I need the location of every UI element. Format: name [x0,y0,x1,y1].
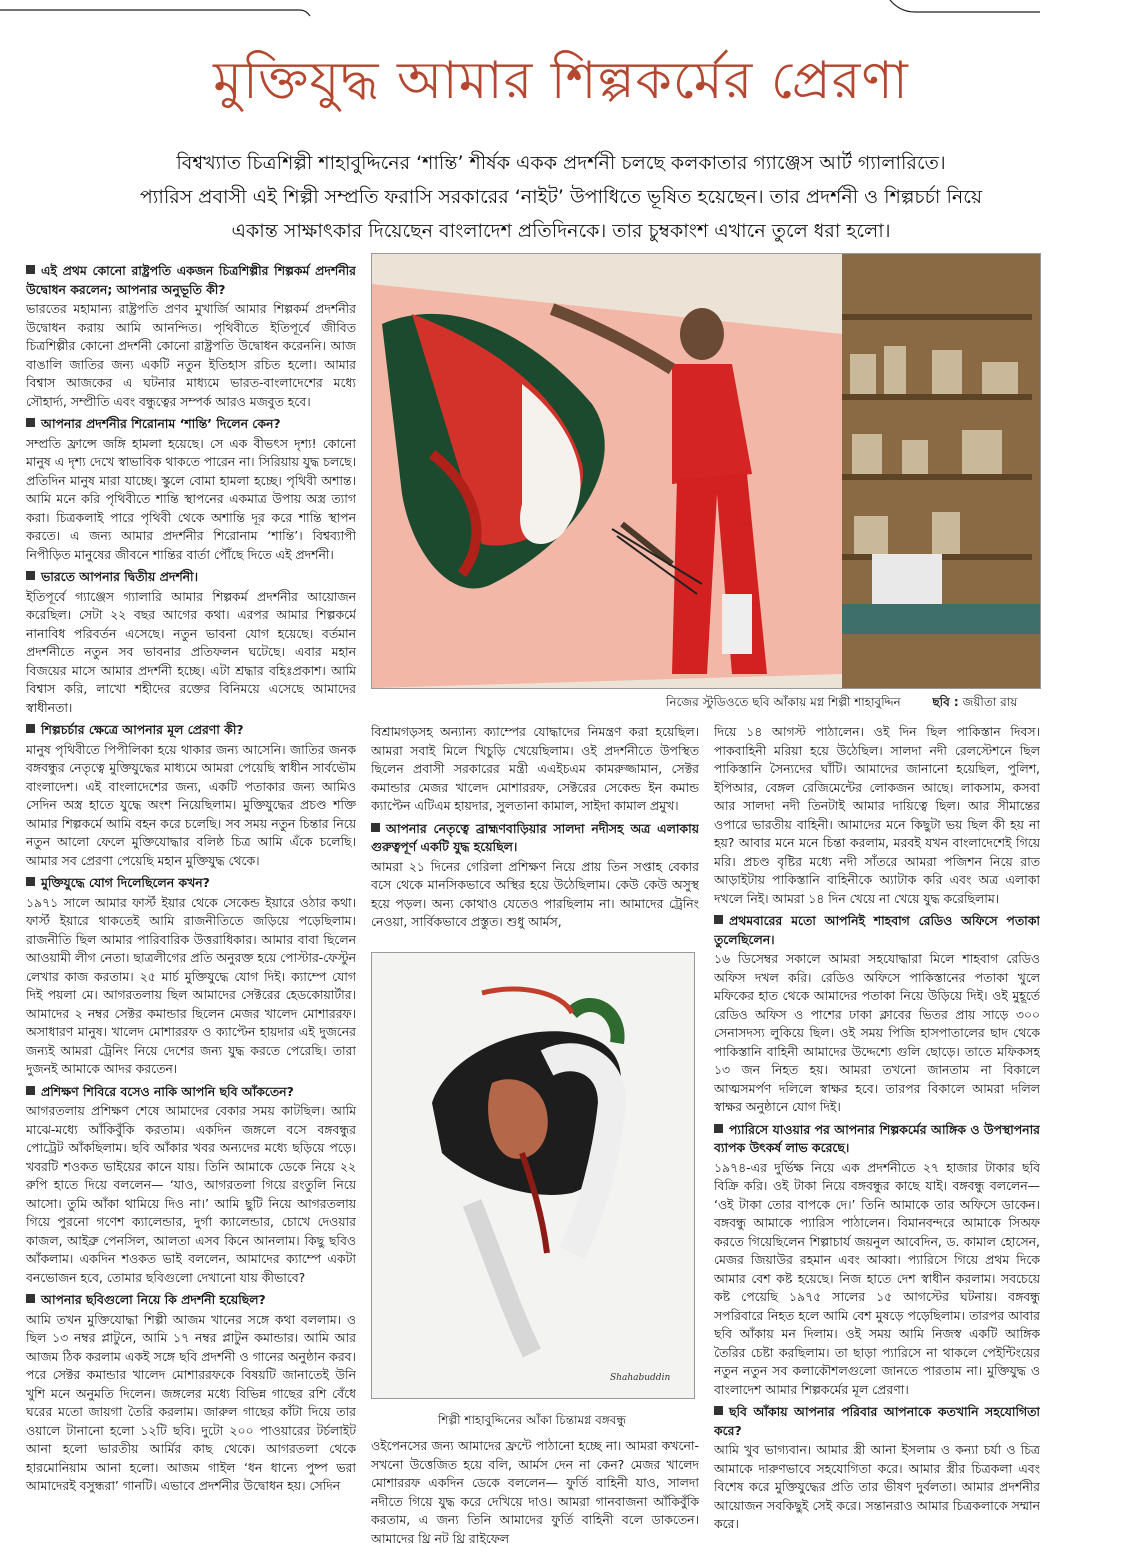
answer-paragraph: বিশ্রামগড়সহ অন্যান্য ক্যাম্পের যোদ্ধাদের নিমন্ত্রণ করা হয়েছিল। আমরা সবাই মিলে খিচুড়ি খেয়েছিলাম। ওই প্রদর্শনীতে উপস্থিত ছিলেন প্রবাসী সরকারের মন্ত্রী এএইচএম কামরুজ্জামান, সেক্টর কমান্ডার মেজর খালেদ মোশাররফ, সেক্টরের সেকেন্ড ইন কমান্ড ক্যাপ্টেন এটিএম হায়দার, সুলতানা কামাল, সাইদা কামাল প্রমুখ। [371,724,699,813]
question-text: আপনার নেতৃত্বে ব্রাহ্মণবাড়িয়ার সালদা নদীসহ অত্র এলাকায় গুরুত্বপূর্ণ একটি যুদ্ধ হয়েছিল। [371,820,699,854]
square-bullet-icon [26,418,35,427]
photo-credit-label: ছবি : [932,695,959,709]
answer-paragraph: আমরা ২১ দিনের গেরিলা প্রশিক্ষণ নিয়ে প্রায় তিন সপ্তাহ বেকার বসে থেকে মানসিকভাবে অস্থির হয়ে উঠেছিলাম। কেউ কেউ অসুস্থ হয়ে পড়ল। অন্য কোথাও যেতেও পারছিলাম না। আমাদের ট্রেনিং নেওয়া, সার্বিকভাবে প্রস্তুত। শুধু আর্মস, [371,858,699,929]
question-text: এই প্রথম কোনো রাষ্ট্রপতি একজন চিত্রশিল্পীর শিল্পকর্ম প্রদর্শনীর উদ্বোধন করলেন; আপনার অনুভূতি কী? [26,263,356,297]
intro-line: প্যারিস প্রবাসী এই শিল্পী সম্প্রতি ফরাসি সরকারের ‘নাইট’ উপাধিতে ভূষিত হয়েছেন। তার প্রদর্শনী ও শিল্পচর্চা নিয়ে [139,186,983,208]
question-heading [714,1121,1040,1158]
question-heading [26,1291,356,1310]
question-heading [26,415,356,434]
square-bullet-icon [714,1124,723,1133]
answer-paragraph: ওইপেনসের জন্য আমাদের ফ্রন্টে পাঠানো হচ্ছে না। আমরা কখনো-সখনো উত্তেজিত হয়ে বলি, আর্মস দেন না কেন? মেজর খালেদ মোশাররফ একদিন ডেকে বললেন— ফুর্তি বাহিনী যাও, সালদা নদীতে গিয়ে যুদ্ধ করে দেখিয়ে দাও। আমরা গানবাজনা আঁকিবুঁকি করতাম, এ জন্য তিনি আমাদের ফুর্তি বাহিনী বলে ডাকতেন। আমাদের থ্রি নট থ্রি রাইফেল [371,1438,699,1546]
answer-paragraph: ১৬ ডিসেম্বর সকালে আমরা সহযোদ্ধারা মিলে শাহবাগ রেডিও অফিস দখল করি। রেডিও অফিসে পাকিস্তানের পতাকা খুলে মফিকের হাত থেকে আমাদের পতাকা নিয়ে উড়িয়ে দিই। ওই মুহূর্তে রেডিও অফিস ও পাশের ঢাকা ক্লাবের ভিতর প্রায় সাড়ে ৩০০ সেনাসদস্য লুকিয়ে ছিল। ওই সময় পিজি হাসপাতালের ছাদ থেকে পাকিস্তানি বাহিনী আমাদের উদ্দেশ্যে গুলি ছোড়ে। তাতে মফিকসহ ১৩ জন নিহত হয়। আমরা তখনো জানতাম না বিকালে আত্মসমর্পণ দলিলে স্বাক্ষর হবে। তারপর বিকালে আমরা দলিল স্বাক্ষর অনুষ্ঠানে যোগ দিই। [714,951,1040,1114]
square-bullet-icon [26,877,35,886]
question-text: প্রথমবারের মতো আপনিই শাহবাগ রেডিও অফিসে পতাকা তুলেছিলেন। [714,913,1040,947]
photo-credit-name: জয়ীতা রায় [962,695,1018,709]
question-heading [714,912,1040,949]
question-heading [26,721,356,740]
answer-paragraph: মানুষ পৃথিবীতে পিপীলিকা হয়ে থাকার জন্য আসেনি। জাতির জনক বঙ্গবন্ধুর নেতৃত্বে মুক্তিযুদ্ধের মাধ্যমে আমরা পেয়েছি স্বাধীন সার্বভৌম বাংলাদেশ। এই বাংলাদেশের জন্য, একটি পতাকার জন্য আমিও সেদিন অস্ত্র হাতে যুদ্ধে অংশ নিয়েছিলাম। মুক্তিযুদ্ধের প্রচণ্ড শক্তি আমার শিল্পকর্মে আমি বহন করে চলেছি। সব সময় নতুন চিন্তার নিয়ে নতুন আলো ফেলে মুক্তিযোদ্ধার বলিষ্ঠ চিত্র আমি এঁকে চলেছি। আমার সব প্রেরণা পেয়েছি মহান মুক্তিযুদ্ধ থেকে। [26,741,356,868]
answer-paragraph: আমি খুব ভাগ্যবান। আমার স্ত্রী আনা ইসলাম ও কন্যা চর্যা ও চিত্র আমাকে দারুণভাবে সহযোগিতা করে। আমার স্ত্রীর চিত্রকলা এবং বিশেষ করে মুক্তিযুদ্ধের প্রতি তার ভীষণ দুর্বলতা। আমার প্রদর্শনীর আয়োজন সবকিছুই সেই করে। সন্তানরাও আমার চিত্রকলাকে সম্মান করে। [714,1442,1040,1531]
painting-illustration [372,953,694,1398]
answer-paragraph: সম্প্রতি ফ্রান্সে জঙ্গি হামলা হয়েছে। সে এক বীভৎস দৃশ্য! কোনো মানুষ এ দৃশ্য দেখে স্বাভাবিক থাকতে পারেন না। সিরিয়ায় যুদ্ধ চলছে। প্রতিদিন মানুষ মারা যাচ্ছে। স্কুলে বোমা হামলা হচ্ছে। পৃথিবী অশান্ত। আমি মনে করি পৃথিবীতে শান্তি স্থাপনের একমাত্র উপায় অস্ত্র ত্যাগ করা। চিত্রকলাই পারে পৃথিবী থেকে অশান্তি দূর করে শান্তি স্থাপন করতে। এ জন্য আমার প্রদর্শনীর শিরোনাম ‘শান্তি’। বিশ্বব্যাপী নিপীড়িত মানুষের জীবনে শান্তির বার্তা পৌঁছে দিতে এই প্রদর্শনী। [26,435,356,562]
question-heading [26,568,356,587]
square-bullet-icon [26,571,35,580]
painting-image [371,952,695,1399]
studio-photo-illustration [372,254,1040,688]
answer-paragraph: ইতিপূর্বে গ্যাঞ্জেস গ্যালারি আমার শিল্পকর্ম প্রদর্শনীর আয়োজন করেছিল। সেটা ২২ বছর আগের কথা। এরপর আমার শিল্পকর্মে নানাবিধ পরিবর্তন এসেছে। নতুন ভাবনা যোগ হয়েছে। বর্তমান প্রদর্শনীতে নতুন সব ভাবনার প্রতিফলন ঘটেছে। এবার মহান বিজয়ের মাসে আমার প্রদর্শনী হচ্ছে। এটা শ্রদ্ধার বহিঃপ্রকাশ। আমি বিশ্বাস করি, লাখো শহীদের রক্তের বিনিময়ে এসেছে আমাদের স্বাধীনতা। [26,588,356,715]
question-heading [26,262,356,299]
question-text: আপনার ছবিগুলো নিয়ে কি প্রদর্শনী হয়েছিল? [41,1292,266,1307]
painting-caption: শিল্পী শাহাবুদ্দিনের আঁকা চিন্তামগ্ন বঙ্গবন্ধু [438,1413,626,1427]
article-column-2-bottom [371,1437,699,1557]
photo-caption [666,694,1017,714]
square-bullet-icon [26,724,35,733]
intro-line: একান্ত সাক্ষাৎকার দিয়েছেন বাংলাদেশ প্রতিদিনকে। তার চুম্বকাংশ এখানে তুলে ধরা হলো। [231,220,891,242]
answer-paragraph: ১৯৭৪-এর দুর্ভিক্ষ নিয়ে এক প্রদর্শনীতে ২৭ হাজার টাকার ছবি বিক্রি করি। ওই টাকা নিয়ে বঙ্গবন্ধুর কাছে যাই। বঙ্গবন্ধু বললেন— ‘ওই টাকা তোর বাপকে দে।’ তিনি আমাকে তার অফিসে ডাকেন। বঙ্গবন্ধু আমাকে প্যারিস পাঠালেন। বিমানবন্দরে আমাকে সিঅফ করতে গিয়েছিলেন শিল্পাচার্য জয়নুল আবেদিন, ড. কামাল হোসেন, মেজর জিয়াউর রহমান এবং আব্বা। প্যারিসে গিয়ে প্রথম দিকে আমার বেশ কষ্ট হয়েছে। নিজ হাতে দেশ স্বাধীন করলাম। সবচেয়ে কষ্ট পেয়েছি ১৯৭৫ সালের ১৫ আগস্টের ঘটনায়। বঙ্গবন্ধু সপরিবারে নিহত হলে আমি বেশ মুষড়ে পড়েছিলাম। তারপর আবার ছবি আঁকায় মন দিলাম। ওই সময় আমি নিজস্ব একটি আঙ্গিক তৈরির চেষ্টা করছিলাম। তা ছাড়া প্যারিসে না থাকলে পেইন্টিংয়ের নতুন নতুন সব কলাকৌশলগুলো জানতে পারতাম না। মুক্তিযুদ্ধ ও বাংলাদেশ আমার শিল্পকর্মের মূল প্রেরণা। [714,1159,1040,1397]
square-bullet-icon [714,1406,723,1415]
answer-paragraph: আমি তখন মুক্তিযোদ্ধা শিল্পী আজম খানের সঙ্গে কথা বললাম। ও ছিল ১৩ নম্বর প্লাটুনে, আমি ১৭ নম্বর প্লাটুন কমান্ডার। আমি আর আজম ঠিক করলাম একই সঙ্গে ছবি প্রদর্শনী ও গানের অনুষ্ঠান করব। পরে সেক্টর কমান্ডার খালেদ মোশাররফকে বিষয়টি জানাতেই উনি খুশি মনে অনুমতি দিলেন। জঙ্গলের মধ্যে বিভিন্ন গাছের রশি বেঁধে ঘরের মতো জায়গা তৈরি করলাম। জারুল গাছের কাঁটা দিয়ে তার ওয়ালে টানানো হলো ১২টি ছবি। দুটো ২০০ পাওয়ারের টর্চলাইট আনা হলো ভারতীয় আর্মির কাছ থেকে। আগরতলা থেকে হারমোনিয়াম আনা হলো। আজম গাইল ‘ধন ধান্যে পুষ্প ভরা আমাদেরই বসুন্ধরা’ গানটি। এভাবে প্রদর্শনীর উদ্বোধন হয়। সেদিন [26,1311,356,1493]
answer-paragraph: ভারতের মহামান্য রাষ্ট্রপতি প্রণব মুখার্জি আমার শিল্পকর্ম প্রদর্শনীর উদ্বোধন করায় আমি আনন্দিত। পৃথিবীতে ইতিপূর্বে জীবিত চিত্রশিল্পীর কোনো প্রদর্শনী কোনো রাষ্ট্রপতি উদ্বোধন করেননি। আজ বাঙালি জাতির জন্য একটি নতুন ইতিহাস রচিত হলো। আমার বিশ্বাস আজকের এ ঘটনার মাধ্যমে ভারত-বাংলাদেশের মধ্যে সৌহার্দ্য, সম্প্রীতি এবং বন্ধুত্বের সম্পর্ক আরও মজবুত হবে। [26,301,356,409]
answer-paragraph: ১৯৭১ সালে আমার ফার্স্ট ইয়ার থেকে সেকেন্ড ইয়ারে ওঠার কথা। ফার্স্ট ইয়ারে থাকতেই আমি রাজনীতিতে জড়িয়ে পড়েছিলাম। রাজনীতি ছিল আমার পারিবারিক উত্তরাধিকার। আমার বাবা ছিলেন আওয়ামী লীগ নেতা। ছাত্রলীগের প্রতি অনুরক্ত হয়ে পোস্টার-ফেস্টুন লেখার কাজ করতাম। ২৫ মার্চ মুক্তিযুদ্ধে যোগ দিই। ক্যাম্পে যোগ দিই পয়লা মে। আগরতলায় ছিল আমাদের সেক্টরের হেডকোয়ার্টার। আমাদের ২ নম্বর সেক্টর কমান্ডার ছিলেন মেজর খালেদ মোশাররফ। অসাধারণ মানুষ। খালেদ মোশাররফ ও ক্যাপ্টেন হায়দার এই দুজনের জন্যই আমরা ট্রেনিং নিয়ে দেশের জন্য যুদ্ধ করতে পেরেছি। তারা দুজনই আমাকে আদর করতেন। [26,894,356,1076]
question-text: শিল্পচর্চার ক্ষেত্রে আপনার মূল প্রেরণা কী? [41,722,244,737]
question-text: আপনার প্রদর্শনীর শিরোনাম ‘শান্তি’ দিলেন কেন? [41,416,281,431]
question-text: ভারতে আপনার দ্বিতীয় প্রদর্শনী। [41,569,199,584]
square-bullet-icon [714,915,723,924]
question-heading [26,874,356,893]
article-column-1 [26,258,356,1558]
headline: মুক্তিযুদ্ধ আমার শিল্পকর্মের প্রেরণা [213,51,909,111]
square-bullet-icon [26,1294,35,1303]
answer-paragraph: দিয়ে ১৪ আগস্ট পাঠালেন। ওই দিন ছিল পাকিস্তান দিবস। পাকবাহিনী মরিয়া হয়ে উঠেছিল। সালদা নদী রেলস্টেশনে ছিল পাকিস্তানি সৈন্যদের ঘাঁটি। আমাদের জানানো হয়েছিল, পুলিশ, ইপিআর, বেঙ্গল রেজিমেন্টের লোকজন আছে। লাকসাম, কসবা আর সালদা নদী তিনটাই আমার দায়িত্বে ছিল। আর সীমান্তের ওপারে ভারতীয় বাহিনী। আমাদের মনে কিছুটা ভয় ছিল কী হয় না হয়? আবার মনে মনে চিন্তা করলাম, মরবই যখন বাংলাদেশেই গিয়ে মরি। প্রচণ্ড বৃষ্টির মধ্যে নদী সাঁতরে আমরা পজিশন নিয়ে রাত আড়াইটায় পাকিস্তানি বাহিনীকে অ্যাটাক করি এবং অত্র এলাকা দখলে নিই। আমরা ১৪ দিন খেয়ে না খেয়ে যুদ্ধ করেছিলাম। [714,724,1040,906]
question-text: ছবি আঁকায় আপনার পরিবার আপনাকে কতখানি সহযোগিতা করে? [714,1404,1040,1438]
article-column-2 [371,723,699,948]
article-column-3 [714,723,1040,1558]
question-text: মুক্তিযুদ্ধে যোগ দিলেছিলেন কখন? [41,875,210,890]
page-top-border [0,0,1122,22]
square-bullet-icon [371,823,380,832]
painting-signature: Shahabuddin [610,1373,671,1383]
answer-paragraph: আগরতলায় প্রশিক্ষণ শেষে আমাদের বেকার সময় কাটছিল। আমি মাঝে-মধ্যে আঁকিবুঁকি করতাম। একদিন জঙ্গলে বসে বঙ্গবন্ধুর পোট্রেট আঁকছিলাম। ছবি আঁকার খবর অন্যদের মধ্যে ছড়িয়ে পড়ে। খবরটি শওকত ভাইয়ের কানে যায়। তিনি আমাকে ডেকে নিয়ে ২২ রুপি হাতে দিয়ে বললেন— ‘যাও, আগরতলা গিয়ে রংতুলি নিয়ে আসো। তুমি আঁকা থামিয়ে দিও না।’ আমি ছুটি নিয়ে আগরতলায় গিয়ে পুরনো গণেশ ক্যালেন্ডার, দুর্গা ক্যালেন্ডার, চোখে দেওয়ার কাজল, আইব্রু পেনসিল, আলতা এসব কিনে আনলাম। কিছু ছবিও আঁকলাম। একদিন শওকত ভাই বললেন, আমাদের ক্যাম্পে একটা বনভোজন হবে, তোমার ছবিগুলো দেখানো যায় কীভাবে? [26,1103,356,1285]
photo-caption-text: নিজের স্টুডিওতে ছবি আঁকায় মগ্ন শিল্পী শাহাবুদ্দিন [666,695,901,709]
intro-line: বিশ্বখ্যাত চিত্রশিল্পী শাহাবুদ্দিনের ‘শান্তি’ শীর্ষক একক প্রদর্শনী চলছে কলকাতার গ্যাঞ্জেস আর্ট গ্যালারিতে। [176,152,946,174]
question-heading [26,1083,356,1102]
square-bullet-icon [26,265,35,274]
question-heading [714,1403,1040,1440]
question-text: প্রশিক্ষণ শিবিরে বসেও নাকি আপনি ছবি আঁকতেন? [41,1083,294,1099]
intro-paragraph [90,146,1032,248]
question-heading [371,820,699,857]
studio-photo [371,253,1041,689]
question-text: প্যারিসে যাওয়ার পর আপনার শিল্পকর্মের আঙ্গিক ও উপস্থাপনার ব্যাপক উৎকর্ষ লাভ করেছে। [714,1121,1040,1155]
square-bullet-icon [26,1086,35,1095]
